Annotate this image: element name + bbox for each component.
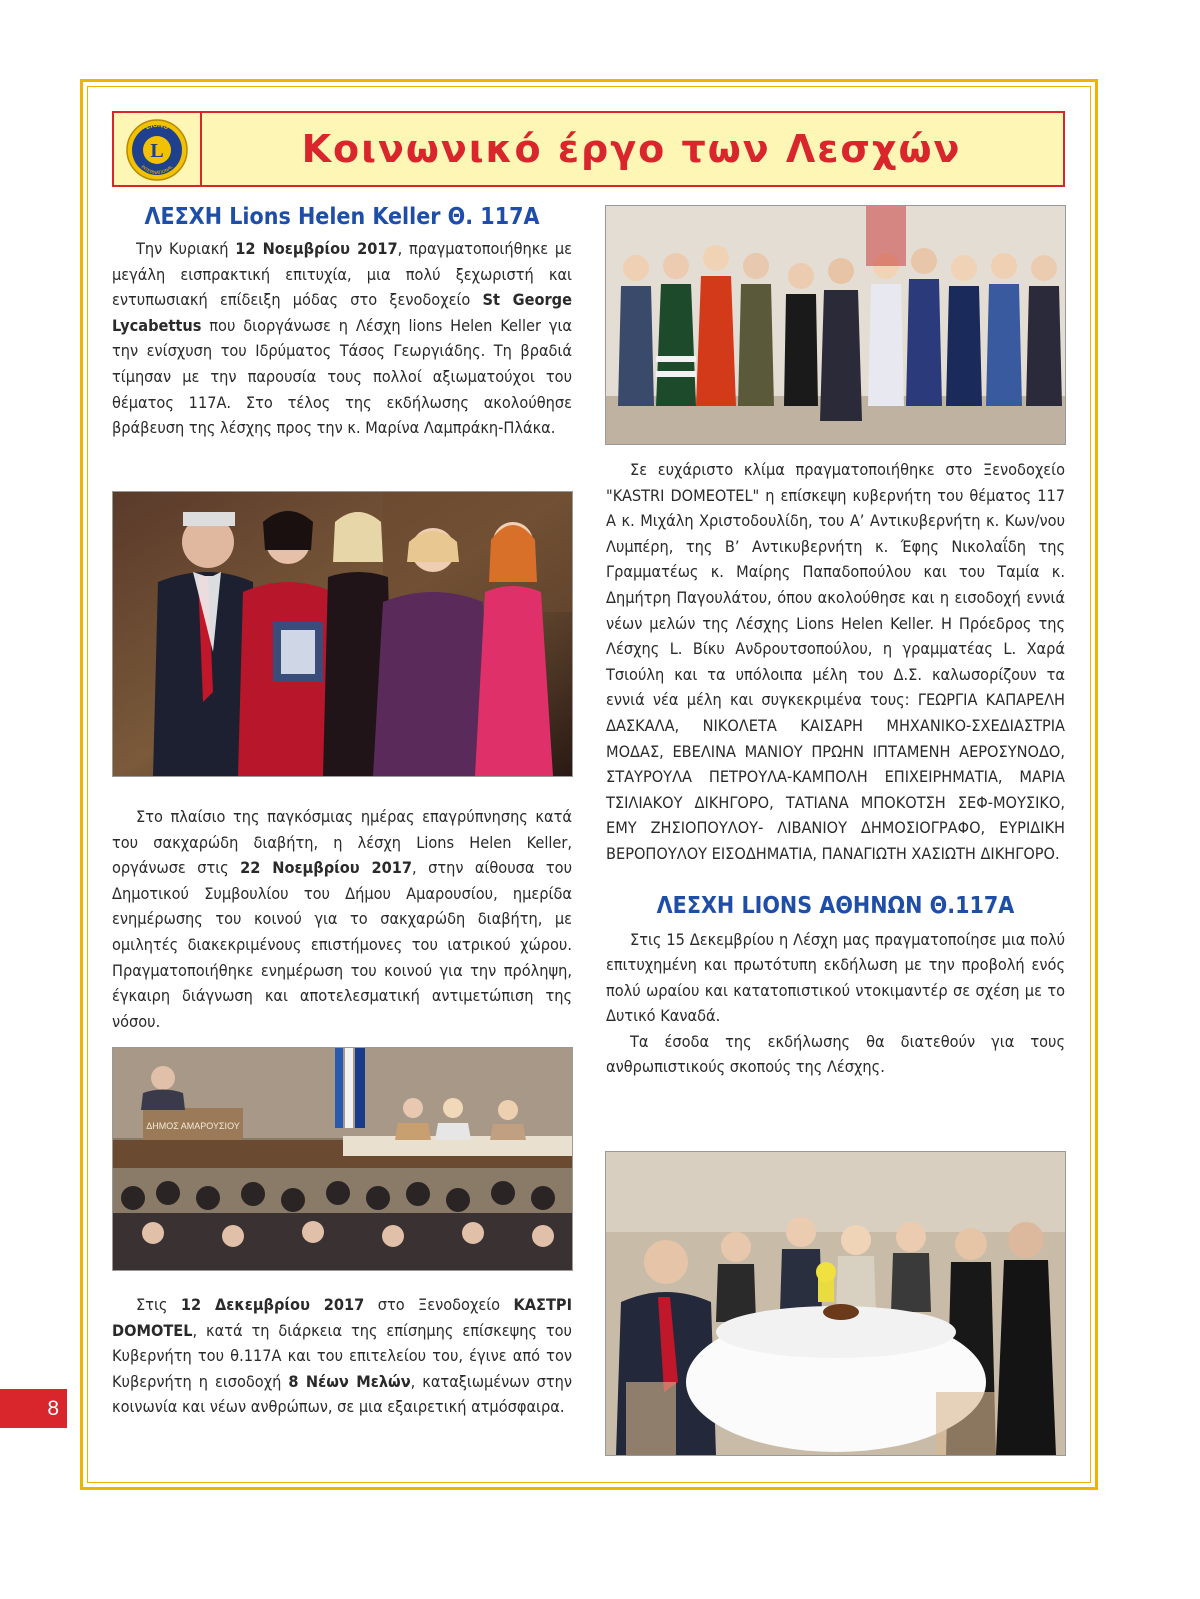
logo-box	[114, 113, 202, 185]
logo-letter: L	[150, 140, 164, 162]
article-paragraph-kastri-visit: Σε ευχάριστο κλίμα πραγματοποιήθηκε στο Ξενοδοχείο "KASTRI DOMEOTEL" η επίσκεψη κυβερνήτη του θέματος 117 Α κ. Μιχάλη Χριστοδουλίδη, του Α’ Αντικυβερνήτη κ. Κων/νου Λυμπέρη, της Β’ Αντικυβερνήτη κ. Έφης Νικολαΐδη της Γραμματέως κ. Μαίρης Παπαδοπούλου και του Ταμία κ. Δημήτρη Παγουλάτου, όπου ακολούθησε και η εισοδοχή εννιά νέων μελών της Λέσχης Lions Helen Keller. Η Πρόεδρος της Λέσχης L. Βίκυ Ανδρουτσοπούλου, η γραμματέας L. Χαρά Τσιούλη και τα υπόλοιπα μέλη του Δ.Σ. καλωσορίζουν τα εννιά νέα μέλη και συγκεκριμένα τους: ΓΕΩΡΓΙΑ ΚΑΠΑΡΕΛΗ ΔΑΣΚΑΛΑ, ΝΙΚΟΛΕΤΑ ΚΑΙΣΑΡΗ ΜΗΧΑΝΙΚΟ-ΣΧΕΔΙΑΣΤΡΙΑ ΜΟΔΑΣ, ΕΒΕΛΙΝΑ ΜΑΝΙΟΥ ΠΡΩΗΝ ΙΠΤΑΜΕΝΗ ΑΕΡΟΣΥΝΟΔΟ, ΣΤΑΥΡΟΥΛΑ ΠΕΤΡΟΥΛΑ-ΚΑΜΠΟΛΗ ΕΠΙΧΕΙΡΗΜΑΤΙΑ, ΜΑΡΙΑ ΤΣΙΛΙΑΚΟΥ ΔΙΚΗΓΟΡΟ, ΤΑΤΙΑΝΑ ΜΠΟΚΟΤΣΗ ΣΕΦ-ΜΟΥΣΙΚΟ, ΕΜΥ ΖΗΣΙΟΠΟΥΛΟΥ- ΛΙΒΑΝΙΟΥ ΔΗΜΟΣΙΟΓΡΑΦΟ, ΕΥΡΙΔΙΚΗ ΒΕΡΟΠΟΥΛΟΥ ΕΙΣΟΔΗΜΑΤΙΑ, ΠΑΝΑΓΙΩΤΗ ΧΑΣΙΩΤΗ ΔΙΚΗΓΟΡΟ.	[606, 460, 1065, 863]
section-banner	[112, 111, 1065, 187]
article-paragraph-new-members: Στις 12 Δεκεμβρίου 2017 στο Ξενοδοχείο ΚΑΣΤΡΙ DOMOTEL, κατά τη διάρκεια της επίσημης επίσκεψης του Κυβερνήτη του θ.117Α και του επιτελείου του, έγινε από τον Κυβερνήτη η εισοδοχή 8 Νέων Μελών, καταξιωμένων στην κοινωνία και νέων ανθρώπων, σε μια εξαιρετική ατμόσφαιρα.	[112, 1295, 573, 1417]
page-title: Κοινωνικό έργο των Λεσχών	[301, 127, 962, 171]
article-paragraph-fashion-show: Την Κυριακή 12 Νοεμβρίου 2017, πραγματοποιήθηκε με μεγάλη εισπρακτική επιτυχία, μια πολύ ξεχωριστή και εντυπωσιακή επίδειξη μόδας στο ξενοδοχείο St George Lycabettus που διοργάνωσε η Λέσχη lions Helen Keller για την ενίσχυση του Ιδρύματος Τάσος Γεωργιάδης. Τη βραδιά τίμησαν με την παρουσία τους πολλοί αξιωματούχοι του θέματος 117Α. Στο τέλος της εκδήλωσης ακολούθησε βράβευση της λέσχης προς την κ. Μαρίνα Λαμπράκη-Πλάκα.	[112, 239, 572, 438]
article-paragraph-documentary: Στις 15 Δεκεμβρίου η Λέσχη μας πραγματοποίησε μια πολύ επιτυχημένη και πρωτότυπη εκδήλωση με την προβολή ενός πολύ ωραίου και κατατοπιστικού ντοκιμαντέρ σε σχέση με το Δυτικό Καναδά.	[606, 929, 1065, 1026]
left-column-mid	[112, 804, 572, 1034]
photo-conference	[112, 1047, 573, 1271]
lions-logo-icon	[114, 113, 200, 185]
article-paragraph-diabetes: Στο πλαίσιο της παγκόσμιας ημέρας επαγρύπνησης κατά του σακχαρώδη διαβήτη, η λέσχη Lions Helen Keller, οργάνωσε στις 22 Νοεμβρίου 2017, στην αίθουσα του Δημοτικού Συμβουλίου του Δήμου Αμαρουσίου, ημερίδα ενημέρωσης του κοινού για το σακχαρώδη διαβήτη, με ομιλητές διακεκριμένους επιστήμονες του ιατρικού χώρου. Πραγματοποιήθηκε ενημέρωση του κοινού για την πρόληψη, έγκαιρη διάγνωση και αποτελεσματική αντιμετώπιση της νόσου.	[112, 807, 572, 1031]
photo-award-group	[112, 491, 573, 777]
logo-text-top: LIONS	[144, 121, 170, 132]
right-column-top	[606, 457, 1065, 1080]
podium-sign: ΔΗΜΟΣ ΑΜΑΡΟΥΣΙΟΥ	[146, 1121, 240, 1131]
page-number: 8	[47, 1397, 59, 1420]
page-number-tab	[0, 1389, 67, 1428]
section-heading-helen-keller: ΛΕΣΧΗ Lions Helen Keller Θ. 117Α	[144, 204, 540, 230]
photo-dinner-table	[605, 1151, 1066, 1456]
article-paragraph-proceeds: Τα έσοδα της εκδήλωσης θα διατεθούν για τους ανθρωπιστικούς σκοπούς της Λέσχης.	[606, 1031, 1065, 1077]
logo-text-bottom: INTERNATIONAL	[140, 163, 174, 176]
photo-members-group	[605, 205, 1066, 445]
left-column	[112, 204, 572, 441]
section-heading-athens: ΛΕΣΧΗ LIONS ΑΘΗΝΩΝ Θ.117Α	[656, 892, 1015, 919]
left-column-bottom	[112, 1292, 572, 1420]
